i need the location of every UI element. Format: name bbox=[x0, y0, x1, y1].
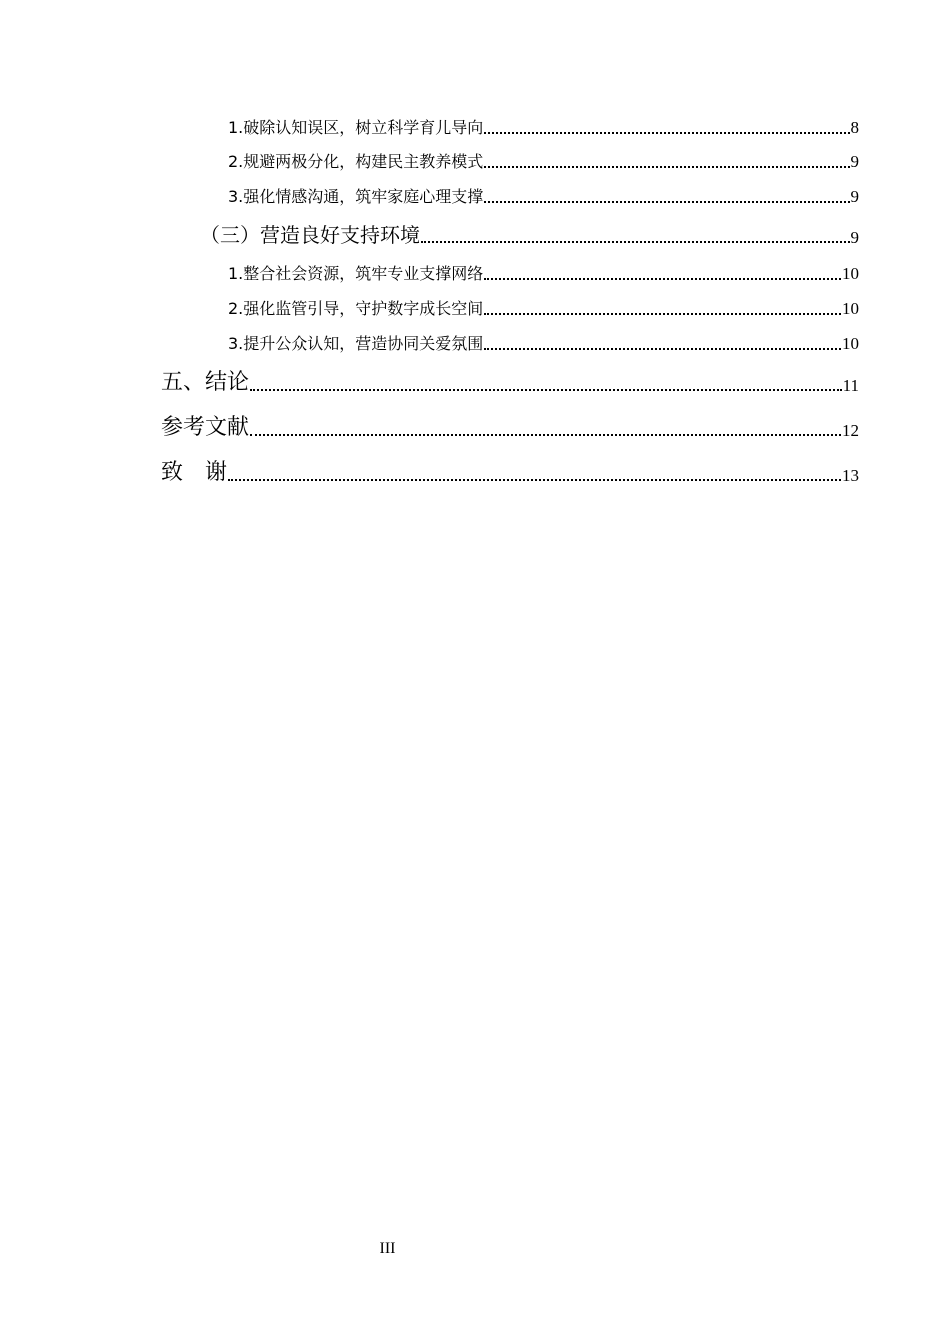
toc-entry-page: 9 bbox=[850, 152, 859, 171]
toc-leader-dots bbox=[484, 132, 849, 134]
toc-entry-label: 致 谢 bbox=[161, 460, 228, 485]
toc-entry-page: 8 bbox=[850, 118, 859, 137]
toc-entry[interactable] bbox=[228, 330, 859, 354]
toc-leader-dots bbox=[228, 479, 841, 481]
toc-entry-label: 1.破除认知误区，树立科学育儿导向 bbox=[228, 118, 484, 137]
toc-entry-label: 五、结论 bbox=[161, 370, 250, 395]
toc-entry-page: 10 bbox=[842, 334, 859, 353]
toc-leader-dots bbox=[484, 348, 841, 350]
toc-entry[interactable] bbox=[161, 366, 859, 396]
toc-entry[interactable] bbox=[228, 260, 859, 284]
toc-leader-dots bbox=[484, 166, 849, 168]
toc-entry-label: 3.提升公众认知，营造协同关爱氛围 bbox=[228, 334, 484, 353]
toc-entry-label: 2.强化监管引导，守护数字成长空间 bbox=[228, 299, 484, 318]
toc-leader-dots bbox=[250, 434, 841, 436]
toc-entry-label: 2.规避两极分化，构建民主教养模式 bbox=[228, 152, 484, 171]
toc-leader-dots bbox=[250, 389, 842, 391]
toc-entry-page: 10 bbox=[842, 264, 859, 283]
toc-leader-dots bbox=[484, 201, 849, 203]
toc-entry[interactable] bbox=[228, 114, 859, 138]
toc-entry-page: 9 bbox=[850, 187, 859, 206]
toc-entry-page: 11 bbox=[842, 376, 859, 395]
toc-entry[interactable] bbox=[228, 295, 859, 319]
toc-entry[interactable] bbox=[228, 148, 859, 172]
toc-entry-page: 12 bbox=[842, 421, 859, 440]
toc-entry-label: 3.强化情感沟通，筑牢家庭心理支撑 bbox=[228, 187, 484, 206]
toc-entry-label: （三）营造良好支持环境 bbox=[200, 223, 420, 247]
toc-entry[interactable] bbox=[228, 183, 859, 207]
toc-entry[interactable] bbox=[161, 456, 859, 486]
toc-leader-dots bbox=[484, 313, 841, 315]
toc-entry-label: 1.整合社会资源，筑牢专业支撑网络 bbox=[228, 264, 484, 283]
toc-entry-label: 参考文献 bbox=[161, 415, 250, 440]
toc-leader-dots bbox=[484, 278, 841, 280]
toc-entry-page: 10 bbox=[842, 299, 859, 318]
toc-leader-dots bbox=[421, 241, 850, 243]
toc-entry-page: 9 bbox=[850, 228, 859, 247]
footer-page-number: III bbox=[379, 1240, 396, 1257]
toc-entry-page: 13 bbox=[842, 466, 859, 485]
toc-entry[interactable] bbox=[161, 411, 859, 441]
toc-entry[interactable] bbox=[200, 220, 859, 248]
